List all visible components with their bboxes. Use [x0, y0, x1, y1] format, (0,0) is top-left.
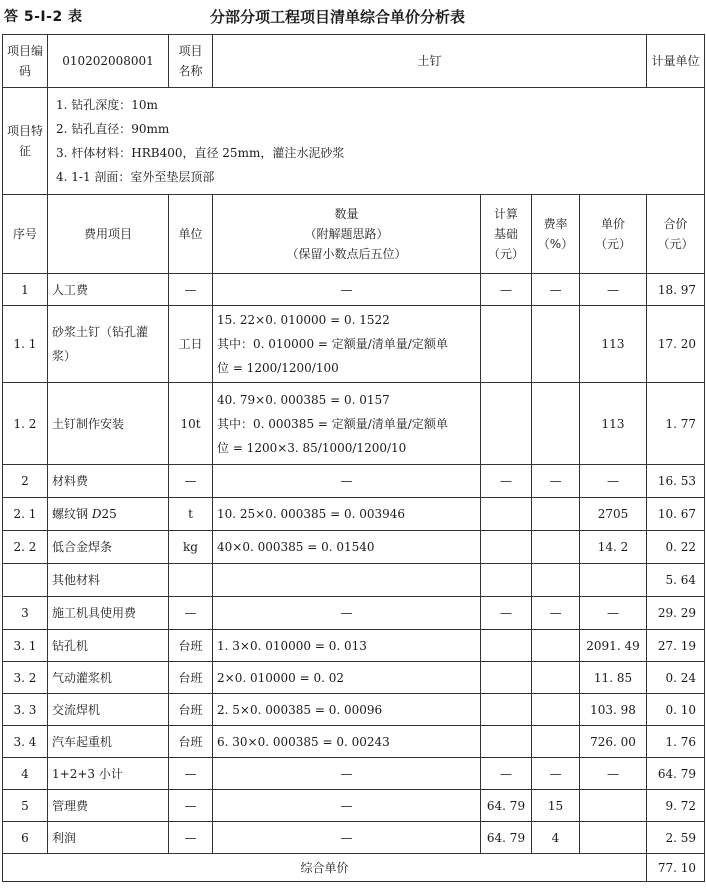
cell-qty: —: [213, 597, 481, 630]
cell-unit: —: [169, 758, 213, 790]
total-header-line: （元）: [657, 237, 694, 251]
summary-label: 综合单价: [3, 854, 647, 882]
table-row: [3, 465, 705, 498]
cell-base: —: [481, 597, 532, 630]
features-label: 项目特征: [3, 88, 48, 195]
table-row: [3, 383, 705, 465]
cell-seq: 4: [3, 758, 48, 790]
cell-base: [481, 694, 532, 726]
cell-rate: —: [532, 274, 580, 306]
col-header-unit: 单位: [169, 195, 213, 274]
cell-price: 2705: [580, 498, 647, 531]
cell-total: 27. 19: [647, 630, 705, 662]
cell-item: 人工费: [48, 274, 169, 306]
cell-base: 64. 79: [481, 822, 532, 854]
qty-header-line: 数量: [334, 207, 359, 221]
cell-unit: 台班: [169, 662, 213, 694]
project-code-label: 项目编码: [3, 35, 48, 88]
cell-rate: —: [532, 465, 580, 498]
cell-item: [48, 498, 169, 531]
cell-base: 64. 79: [481, 790, 532, 822]
cell-total: 0. 22: [647, 531, 705, 564]
qty-line: 位 = 1200/1200/100: [217, 361, 339, 375]
cell-item: 砂浆土钉（钻孔灌浆）: [48, 306, 169, 383]
cell-unit: —: [169, 274, 213, 306]
cell-qty: [213, 306, 481, 383]
cell-total: 16. 53: [647, 465, 705, 498]
cell-price: —: [580, 465, 647, 498]
qty-header-line: （附解题思路）: [304, 227, 389, 241]
cell-item: 1+2+3 小计: [48, 758, 169, 790]
col-header-item: 费用项目: [48, 195, 169, 274]
cell-rate: [532, 498, 580, 531]
cell-base: [481, 726, 532, 758]
unit-of-measure-label: 计量单位: [647, 35, 705, 88]
table-row: [3, 822, 705, 854]
cell-base: [481, 383, 532, 465]
summary-value: 77. 10: [647, 854, 705, 882]
cell-unit: —: [169, 465, 213, 498]
cell-base: [481, 531, 532, 564]
table-row: [3, 306, 705, 383]
table-row: [3, 790, 705, 822]
cell-price: [580, 822, 647, 854]
cell-qty: 6. 30×0. 000385 = 0. 00243: [213, 726, 481, 758]
table-row: [3, 498, 705, 531]
table-row: [3, 758, 705, 790]
table-row: [3, 630, 705, 662]
cell-price: 103. 98: [580, 694, 647, 726]
cell-base: [481, 564, 532, 597]
project-name-label: 项目名称: [169, 35, 213, 88]
cell-unit: 工日: [169, 306, 213, 383]
feature-line: 3. 杆体材料：HRB400，直径 25mm，灌注水泥砂浆: [56, 146, 345, 160]
table-row: [3, 597, 705, 630]
cell-qty: 2. 5×0. 000385 = 0. 00096: [213, 694, 481, 726]
cell-seq: 6: [3, 822, 48, 854]
cell-price: 2091. 49: [580, 630, 647, 662]
cell-price: —: [580, 758, 647, 790]
cell-unit: t: [169, 498, 213, 531]
feature-line: 2. 钻孔直径：90mm: [56, 122, 170, 136]
cell-price: 14. 2: [580, 531, 647, 564]
cell-qty: —: [213, 758, 481, 790]
item-text-italic: D: [91, 507, 102, 521]
cell-price: 726. 00: [580, 726, 647, 758]
qty-header-line: （保留小数点后五位）: [286, 247, 407, 261]
price-header-line: （元）: [595, 237, 632, 251]
table-title: 分部分项工程项目清单综合单价分析表: [210, 8, 466, 26]
item-text: 25: [101, 507, 117, 521]
cell-total: 5. 64: [647, 564, 705, 597]
cell-seq: 3. 2: [3, 662, 48, 694]
cell-total: 18. 97: [647, 274, 705, 306]
cell-qty: —: [213, 465, 481, 498]
table-row: [3, 726, 705, 758]
cell-qty: —: [213, 822, 481, 854]
qty-line: 15. 22×0. 010000 = 0. 1522: [217, 313, 390, 327]
total-header-line: 合价: [663, 217, 688, 231]
cell-rate: 4: [532, 822, 580, 854]
table-row: [3, 694, 705, 726]
cell-seq: [3, 564, 48, 597]
table-row: [3, 531, 705, 564]
cell-unit: —: [169, 822, 213, 854]
cell-unit: 10t: [169, 383, 213, 465]
cell-item: 交流焊机: [48, 694, 169, 726]
cell-item: 利润: [48, 822, 169, 854]
cell-seq: 3. 1: [3, 630, 48, 662]
features-row: [3, 88, 705, 195]
project-name-value: 土钉: [213, 35, 647, 88]
cell-rate: —: [532, 597, 580, 630]
cell-seq: 1. 2: [3, 383, 48, 465]
cell-total: 10. 67: [647, 498, 705, 531]
project-info-row: [3, 35, 705, 88]
cell-base: —: [481, 758, 532, 790]
cell-item: 材料费: [48, 465, 169, 498]
cell-qty: 2×0. 010000 = 0. 02: [213, 662, 481, 694]
cell-price: —: [580, 274, 647, 306]
cell-unit: —: [169, 597, 213, 630]
cell-price: [580, 564, 647, 597]
cell-rate: [532, 531, 580, 564]
cell-total: 0. 24: [647, 662, 705, 694]
cell-rate: [532, 630, 580, 662]
header: [0, 0, 706, 34]
price-header-line: 单价: [601, 217, 626, 231]
cell-item: 钻孔机: [48, 630, 169, 662]
cell-base: —: [481, 465, 532, 498]
base-header-line: 计算: [493, 207, 518, 221]
col-header-rate: [532, 195, 580, 274]
col-header-price: [580, 195, 647, 274]
rate-header-line: 费率: [543, 217, 568, 231]
cell-seq: 3. 3: [3, 694, 48, 726]
qty-line: 40. 79×0. 000385 = 0. 0157: [217, 392, 390, 407]
cell-item: 管理费: [48, 790, 169, 822]
summary-row: [3, 854, 705, 882]
cell-unit: 台班: [169, 694, 213, 726]
cell-price: 113: [580, 306, 647, 383]
table-row: [3, 564, 705, 597]
cell-seq: 1. 1: [3, 306, 48, 383]
cell-total: 9. 72: [647, 790, 705, 822]
cell-price: [580, 790, 647, 822]
col-header-qty: [213, 195, 481, 274]
features-content: [48, 88, 705, 195]
feature-line: 4. 1-1 剖面：室外至垫层顶部: [56, 170, 215, 184]
cell-base: [481, 498, 532, 531]
cell-qty: —: [213, 790, 481, 822]
cell-seq: 2. 1: [3, 498, 48, 531]
cell-price: 11. 85: [580, 662, 647, 694]
cell-total: 0. 10: [647, 694, 705, 726]
cell-seq: 2. 2: [3, 531, 48, 564]
analysis-table: [2, 34, 705, 882]
table-row: [3, 662, 705, 694]
project-code-value: 010202008001: [48, 35, 169, 88]
cell-item: 低合金焊条: [48, 531, 169, 564]
cell-qty: 10. 25×0. 000385 = 0. 003946: [213, 498, 481, 531]
cell-rate: [532, 694, 580, 726]
cell-item: 其他材料: [48, 564, 169, 597]
qty-line: 位 = 1200×3. 85/1000/1200/10: [217, 440, 407, 455]
qty-line: 其中：0. 010000 = 定额量/清单量/定额单: [217, 337, 448, 351]
table-tag: 答 5-Ⅰ-2 表: [4, 9, 83, 25]
item-text: 螺纹钢: [52, 507, 92, 521]
cell-rate: [532, 726, 580, 758]
rate-header-line: （%）: [537, 237, 574, 251]
cell-total: 1. 76: [647, 726, 705, 758]
table-row: [3, 274, 705, 306]
cell-total: 64. 79: [647, 758, 705, 790]
cell-qty: —: [213, 274, 481, 306]
cell-seq: 1: [3, 274, 48, 306]
cell-unit: 台班: [169, 726, 213, 758]
cell-item: 汽车起重机: [48, 726, 169, 758]
cell-qty: 40×0. 000385 = 0. 01540: [213, 531, 481, 564]
col-header-seq: 序号: [3, 195, 48, 274]
cell-seq: 2: [3, 465, 48, 498]
cell-item: 施工机具使用费: [48, 597, 169, 630]
cell-total: 1. 77: [647, 383, 705, 465]
cell-unit: [169, 564, 213, 597]
cell-rate: —: [532, 758, 580, 790]
cell-price: 113: [580, 383, 647, 465]
base-header-line: 基础: [493, 227, 518, 241]
col-header-total: [647, 195, 705, 274]
cell-item: 气动灌浆机: [48, 662, 169, 694]
cell-base: [481, 630, 532, 662]
column-header-row: [3, 195, 705, 274]
cell-base: [481, 662, 532, 694]
cell-qty: [213, 564, 481, 597]
cell-rate: 15: [532, 790, 580, 822]
cell-total: 2. 59: [647, 822, 705, 854]
cell-rate: [532, 662, 580, 694]
cell-unit: 台班: [169, 630, 213, 662]
cell-seq: 3. 4: [3, 726, 48, 758]
cell-rate: [532, 564, 580, 597]
cell-price: —: [580, 597, 647, 630]
cell-rate: [532, 383, 580, 465]
cell-unit: kg: [169, 531, 213, 564]
cell-qty: [213, 383, 481, 465]
cell-seq: 3: [3, 597, 48, 630]
col-header-base: [481, 195, 532, 274]
cell-base: [481, 306, 532, 383]
cell-seq: 5: [3, 790, 48, 822]
cell-unit: —: [169, 790, 213, 822]
cell-base: —: [481, 274, 532, 306]
cell-item: 土钉制作安装: [48, 383, 169, 465]
qty-line: 其中：0. 000385 = 定额量/清单量/定额单: [217, 416, 448, 431]
cell-qty: 1. 3×0. 010000 = 0. 013: [213, 630, 481, 662]
base-header-line: （元）: [487, 247, 524, 261]
cell-total: 29. 29: [647, 597, 705, 630]
cell-total: 17. 20: [647, 306, 705, 383]
feature-line: 1. 钻孔深度：10m: [56, 98, 158, 112]
cell-rate: [532, 306, 580, 383]
